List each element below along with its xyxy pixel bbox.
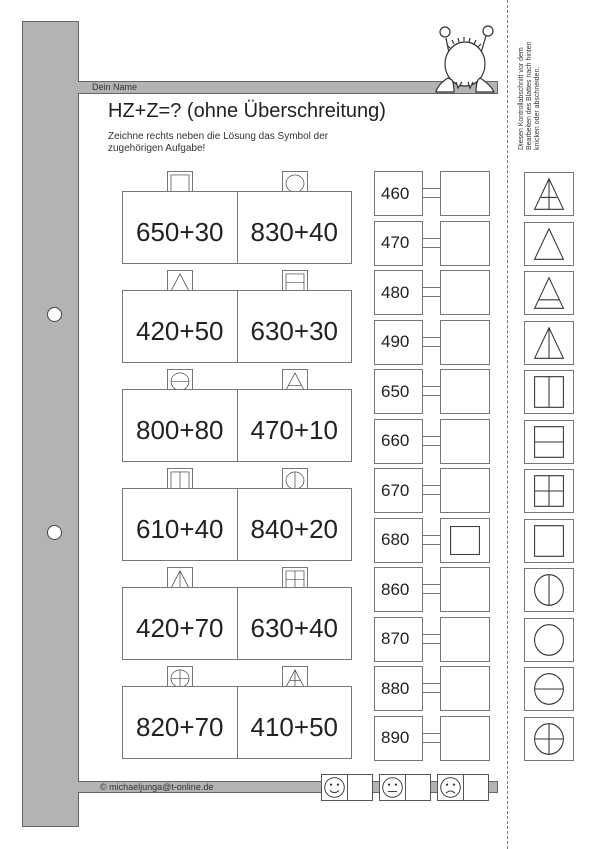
answer-value: 460 (374, 171, 423, 216)
symbol-answer-box[interactable] (440, 270, 490, 315)
connector (423, 485, 440, 495)
symbol-answer-box[interactable] (440, 666, 490, 711)
rating-option[interactable] (321, 774, 373, 801)
symbol-answer-box[interactable] (440, 567, 490, 612)
circle-icon (524, 618, 574, 662)
symbol-answer-box[interactable] (440, 320, 490, 365)
connector (423, 683, 440, 693)
task-expression: 630+40 (237, 588, 352, 659)
triangle-cross-icon (524, 172, 574, 216)
connector (423, 436, 440, 446)
square-vline-icon (524, 370, 574, 414)
connector (423, 584, 440, 594)
triangle-hline-icon (524, 271, 574, 315)
circle-cross-icon (524, 717, 574, 761)
task-expression: 410+50 (237, 687, 352, 758)
triangle-icon (524, 222, 574, 266)
answer-value: 490 (374, 320, 423, 365)
sad-face-icon (438, 775, 464, 800)
connector (423, 535, 440, 545)
task-expression: 830+40 (237, 192, 352, 263)
connector (423, 733, 440, 743)
punch-hole (47, 525, 62, 540)
answer-value: 890 (374, 716, 423, 761)
rating-option[interactable] (379, 774, 431, 801)
square-icon (449, 525, 481, 556)
symbol-answer-box[interactable] (440, 468, 490, 513)
control-section-note: Diesen Kontrollabschnitt vor dem Bearbeiten des Blattes nach hinten knicken oder abschneiden. (518, 41, 541, 150)
connector (423, 337, 440, 347)
connector (423, 386, 440, 396)
answer-value: 860 (374, 567, 423, 612)
symbol-answer-box[interactable] (440, 518, 490, 563)
binder-margin-bar (22, 21, 79, 827)
answer-value: 660 (374, 419, 423, 464)
task-expression: 820+70 (136, 712, 224, 742)
answer-value: 670 (374, 468, 423, 513)
rating-checkbox[interactable] (406, 775, 430, 800)
task-expression: 650+30 (136, 217, 224, 247)
copyright-text: © michaeljunga@t-online.de (100, 782, 214, 792)
task-expression: 420+50 (136, 316, 224, 346)
square-icon (524, 519, 574, 563)
answer-value: 480 (374, 270, 423, 315)
footer-bar (78, 781, 498, 793)
circle-hline-icon (524, 667, 574, 711)
task-expression: 610+40 (136, 514, 224, 544)
task-expression: 800+80 (136, 415, 224, 445)
task-card-row (122, 587, 352, 660)
task-card-row (122, 191, 352, 264)
square-cross-icon (524, 469, 574, 513)
happy-face-icon (322, 775, 348, 800)
connector (423, 634, 440, 644)
symbol-answer-box[interactable] (440, 617, 490, 662)
answer-value: 870 (374, 617, 423, 662)
symbol-answer-box[interactable] (440, 171, 490, 216)
symbol-answer-box[interactable] (440, 716, 490, 761)
circle-vline-icon (524, 568, 574, 612)
answer-value: 880 (374, 666, 423, 711)
task-expression: 840+20 (237, 489, 352, 560)
task-card-row (122, 686, 352, 759)
answer-value: 470 (374, 221, 423, 266)
fold-line (507, 0, 508, 849)
task-expression: 630+30 (237, 291, 352, 362)
monster-icon (428, 22, 500, 96)
punch-hole (47, 307, 62, 322)
connector (423, 188, 440, 198)
connector (423, 238, 440, 248)
rating-checkbox[interactable] (464, 775, 488, 800)
task-card-row (122, 290, 352, 363)
triangle-vline-icon (524, 321, 574, 365)
rating-option[interactable] (437, 774, 489, 801)
task-expression: 470+10 (237, 390, 352, 461)
symbol-answer-box[interactable] (440, 369, 490, 414)
name-label: Dein Name (92, 82, 138, 92)
symbol-answer-box[interactable] (440, 221, 490, 266)
page-title: HZ+Z=? (ohne Überschreitung) (108, 100, 386, 122)
rating-checkbox[interactable] (348, 775, 372, 800)
answer-value: 650 (374, 369, 423, 414)
symbol-answer-box[interactable] (440, 419, 490, 464)
instruction-text: Zeichne rechts neben die Lösung das Symbol der zugehörigen Aufgabe! (108, 131, 329, 154)
task-expression: 420+70 (136, 613, 224, 643)
square-hline-icon (524, 420, 574, 464)
task-card-row (122, 488, 352, 561)
answer-value: 680 (374, 518, 423, 563)
task-card-row (122, 389, 352, 462)
neutral-face-icon (380, 775, 406, 800)
connector (423, 287, 440, 297)
